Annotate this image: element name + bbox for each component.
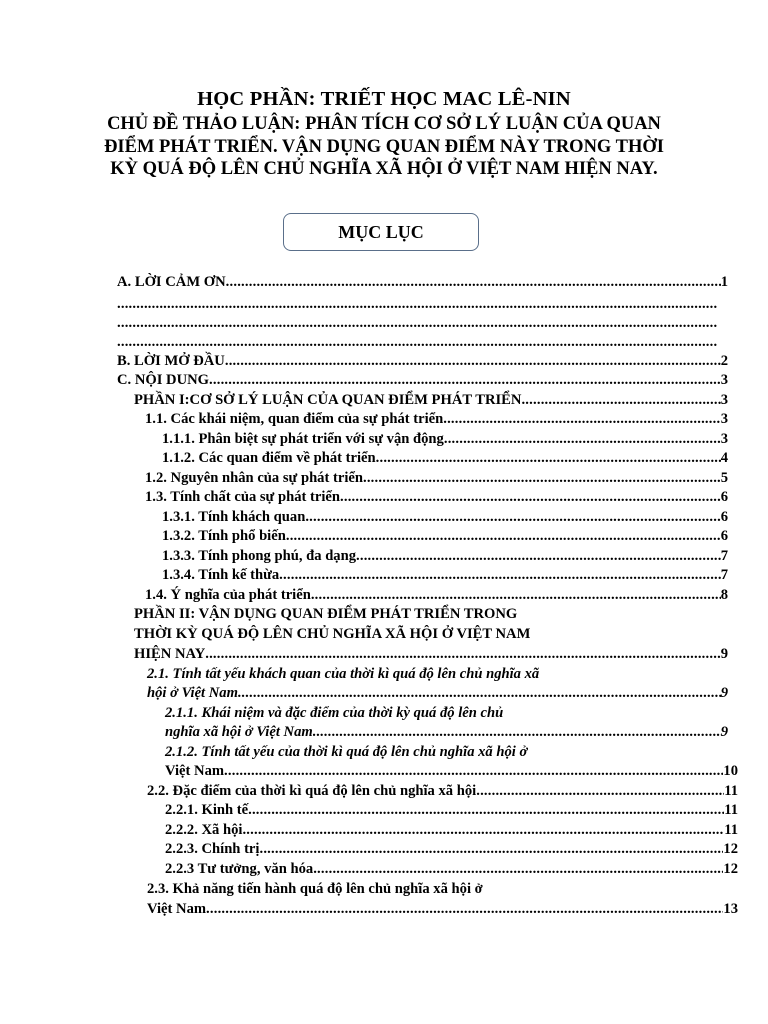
toc-entry-text: 1.3.1. Tính khách quan [162,509,306,525]
dot-leader-line [117,314,718,333]
toc-entry-text: 1.4. Ý nghĩa của phát triển [145,587,311,603]
toc-entry-text: 2.2.1. Kinh tế [165,802,249,818]
dot-leader-line [117,295,718,314]
toc-entry-page: 6 [720,489,728,505]
toc-entry-1-3[interactable] [145,488,728,507]
toc-heading-box [283,213,479,251]
topic-title: CHỦ ĐỀ THẢO LUẬN: PHÂN TÍCH CƠ SỞ LÝ LUẬN CỦA QUAN ĐIỂM PHÁT TRIỂN. VẬN DỤNG QUAN ĐIỂM NÀY TRONG THỜI KỲ QUÁ ĐỘ LÊN CHỦ NGHĨA XÃ HỘI Ở VIỆT NAM HIỆN NAY. [104,114,664,179]
toc-heading: MỤC LỤC [338,221,424,242]
toc-entry-page: 1 [720,274,728,290]
toc-entry-page: 3 [720,372,728,388]
toc-entry-text: hội ở Việt Nam [147,685,238,701]
toc-entry-page: 7 [720,548,728,564]
toc-entry-part2-line2[interactable]: THỜI KỲ QUÁ ĐỘ LÊN CHỦ NGHĨA XÃ HỘI Ở VIỆT NAM [134,626,531,642]
toc-entry-2-2[interactable] [147,782,738,801]
toc-entry-text: 1.3.2. Tính phổ biến [162,528,286,544]
toc-entry-page: 3 [720,431,728,447]
toc-entry-page: 9 [720,685,728,701]
toc-entry-2-1-2[interactable] [165,762,738,781]
toc-entry-part2[interactable] [134,645,728,664]
toc-entry-page: 5 [720,470,728,486]
toc-entry-1-4[interactable] [145,586,728,605]
toc-entry-1-1[interactable] [145,410,728,429]
toc-entry-1-1-1[interactable] [162,430,728,449]
toc-entry-2-1[interactable] [147,684,728,703]
toc-entry-text: 2.2.2. Xã hội [165,822,243,838]
toc-entry-page: 6 [720,528,728,544]
toc-entry-page: 11 [724,822,738,838]
toc-entry-text: 1.3.3. Tính phong phú, đa dạng [162,548,357,564]
toc-entry-page: 2 [720,353,728,369]
toc-entry-text: 1.1. Các khái niệm, quan điểm của sự phát triển [145,411,444,427]
toc-entry-1-1-2[interactable] [162,449,728,468]
toc-entry-page: 9 [720,646,728,662]
toc-entry-2-2-2[interactable] [165,821,738,840]
course-title: HỌC PHẦN: TRIẾT HỌC MAC LÊ-NIN [197,88,571,110]
toc-entry-text: 1.3. Tính chất của sự phát triển [145,489,340,505]
toc-entry-text: 1.1.2. Các quan điểm về phát triển [162,450,376,466]
toc-entry-2-1-1[interactable] [165,723,728,742]
toc-entry-1-3-1[interactable] [162,508,728,527]
toc-entry-page: 12 [723,861,738,877]
toc-entry-2-3[interactable] [147,900,738,919]
toc-entry-page: 8 [720,587,728,603]
toc-entry-text: HIỆN NAY [134,646,206,662]
toc-entry-2-1-1-line1[interactable]: 2.1.1. Khái niệm và đặc điểm của thời kỳ quá độ lên chủ [165,705,504,721]
toc-entry-text: PHẦN I:CƠ SỞ LÝ LUẬN CỦA QUAN ĐIỂM PHÁT TRIỂN [134,392,522,408]
toc-entry-1-3-2[interactable] [162,527,728,546]
dot-leader-line [117,333,718,352]
toc-entry-text: Việt Nam [165,763,225,779]
toc-entry-page: 13 [723,901,738,917]
toc-entry-page: 3 [720,411,728,427]
toc-entry-page: 10 [723,763,738,779]
toc-entry-2-1-2-line1[interactable]: 2.1.2. Tính tất yếu của thời kì quá độ lên chủ nghĩa xã hội ở [165,744,528,760]
toc-entry-1-3-4[interactable] [162,566,728,585]
toc-entry-2-2-1[interactable] [165,801,738,820]
toc-entry-text: B. LỜI MỞ ĐẦU [117,353,225,369]
toc-entry-c[interactable] [117,371,728,390]
toc-entry-page: 12 [723,841,738,857]
toc-entry-b[interactable] [117,352,728,371]
toc-entry-text: 1.2. Nguyên nhân của sự phát triển [145,470,363,486]
toc-entry-text: C. NỘI DUNG [117,372,210,388]
toc-entry-text: 2.2.3 Tư tưởng, văn hóa [165,861,314,877]
toc-entry-text: Việt Nam [147,901,207,917]
toc-entry-text: 2.2.3. Chính trị [165,841,260,857]
toc-entry-page: 3 [720,392,728,408]
toc-entry-text: A. LỜI CẢM ƠN [117,274,226,290]
toc-entry-page: 9 [720,724,728,740]
toc-entry-a[interactable] [117,273,728,292]
toc-entry-2-3-line1[interactable]: 2.3. Khả năng tiến hành quá độ lên chủ nghĩa xã hội ở [147,881,483,897]
toc-entry-page: 11 [724,802,738,818]
toc-entry-text: 2.2. Đặc điểm của thời kì quá độ lên chủ nghĩa xã hội [147,783,477,799]
toc-entry-page: 6 [720,509,728,525]
toc-entry-part2-line1[interactable]: PHẦN II: VẬN DỤNG QUAN ĐIỂM PHÁT TRIỂN TRONG [134,606,518,622]
toc-entry-text: 1.3.4. Tính kế thừa [162,567,280,583]
toc-entry-1-2[interactable] [145,469,728,488]
toc-entry-page: 4 [720,450,728,466]
toc-entry-page: 7 [720,567,728,583]
toc-entry-text: 1.1.1. Phân biệt sự phát triển với sự vận động [162,431,444,447]
toc-entry-page: 11 [724,783,738,799]
toc-entry-2-2-3[interactable] [165,840,738,859]
toc-entry-text: nghĩa xã hội ở Việt Nam [165,724,313,740]
toc-entry-1-3-3[interactable] [162,547,728,566]
toc-entry-2-2-4[interactable] [165,860,738,879]
toc-entry-part1[interactable] [134,391,728,410]
toc-entry-2-1-line1[interactable]: 2.1. Tính tất yếu khách quan của thời kì quá độ lên chủ nghĩa xã [147,666,540,682]
